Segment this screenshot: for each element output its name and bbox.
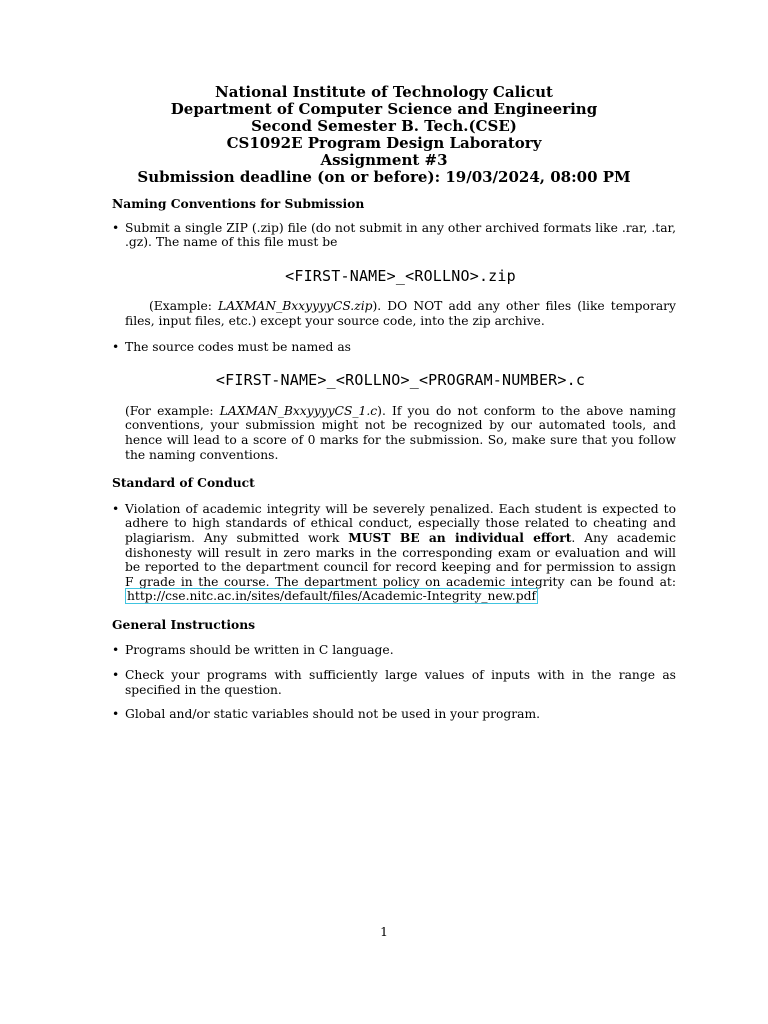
bullet-icon: • — [112, 643, 120, 658]
assignment-title: Assignment #3 — [320, 151, 448, 169]
bullet-icon: • — [112, 668, 120, 683]
bullet-text: Submit a single ZIP (.zip) file (do not submit in any other archived formats like .rar, .tar, .gz). The name of this file must be — [125, 220, 676, 250]
example-suffix: ). DO NOT add any other files (like temporary files, input files, etc.) except your source code, into the zip archive. — [125, 299, 676, 328]
bullet-text: Global and/or static variables should not be used in your program. — [125, 707, 541, 722]
list-item — [112, 668, 676, 697]
document-header — [100, 84, 668, 186]
section-title-naming: Naming Conventions for Submission — [112, 196, 365, 211]
zip-filename-format: <FIRST-NAME>_<ROLLNO>.zip — [285, 266, 516, 285]
list-item — [112, 221, 676, 329]
example-paragraph — [125, 299, 676, 328]
semester-line: Second Semester B. Tech.(CSE) — [251, 117, 517, 135]
list-item — [112, 707, 676, 722]
example-prefix: (Example: — [149, 299, 219, 314]
conduct-emphasis: MUST BE an individual effort — [348, 529, 572, 545]
example-suffix: ). If you do not conform to the above naming conventions, your submission might not be recognized by our automated tools, and hence will lead to a score of 0 marks for the submission. So, make sure that you follow the naming conventions. — [125, 403, 676, 462]
bullet-text: The source codes must be named as — [125, 339, 351, 354]
bullet-icon: • — [112, 339, 120, 354]
bullet-text: Programs should be written in C language. — [125, 643, 394, 658]
section-title-general: General Instructions — [112, 616, 256, 632]
list-item — [112, 643, 676, 658]
bullet-icon: • — [112, 220, 120, 235]
department-name: Department of Computer Science and Engineering — [170, 100, 598, 118]
example-filename: LAXMAN_BxxyyyyCS_1.c — [219, 403, 378, 418]
list-item — [112, 340, 676, 463]
example-paragraph — [125, 404, 676, 462]
conduct-text: . Any academic dishonesty will result in zero marks in the corresponding exam or evaluation and will be reported to the department council for record keeping and for permission to assign F grade in the course. The department policy on academic integrity can be found at: — [125, 530, 676, 589]
course-title: CS1092E Program Design Laboratory — [226, 134, 542, 152]
document-body — [112, 197, 676, 722]
academic-integrity-link[interactable]: http://cse.nitc.ac.in/sites/default/files/Academic-Integrity_new.pdf — [127, 589, 537, 604]
bullet-text: Check your programs with sufficiently large values of inputs with in the range as specified in the question. — [125, 668, 676, 697]
submission-deadline: Submission deadline (on or before): 19/03/2024, 08:00 PM — [137, 168, 631, 186]
example-filename: LAXMAN_BxxyyyyCS.zip — [218, 299, 373, 314]
conduct-paragraph — [125, 502, 676, 604]
source-filename-format: <FIRST-NAME>_<ROLLNO>_<PROGRAM-NUMBER>.c — [215, 371, 586, 390]
bullet-icon: • — [112, 501, 120, 516]
conduct-text: Violation of academic integrity will be severely penalized. Each student is expected to adhere to high standards of ethical conduct, especially those related to cheating and plagiarism. Any submitted work — [125, 501, 676, 545]
section-title-conduct: Standard of Conduct — [112, 475, 255, 491]
institute-name: National Institute of Technology Calicut — [215, 83, 553, 101]
list-item — [112, 502, 676, 604]
example-prefix: (For example: — [125, 403, 220, 418]
page-number: 1 — [380, 925, 388, 939]
bullet-icon: • — [112, 707, 120, 722]
